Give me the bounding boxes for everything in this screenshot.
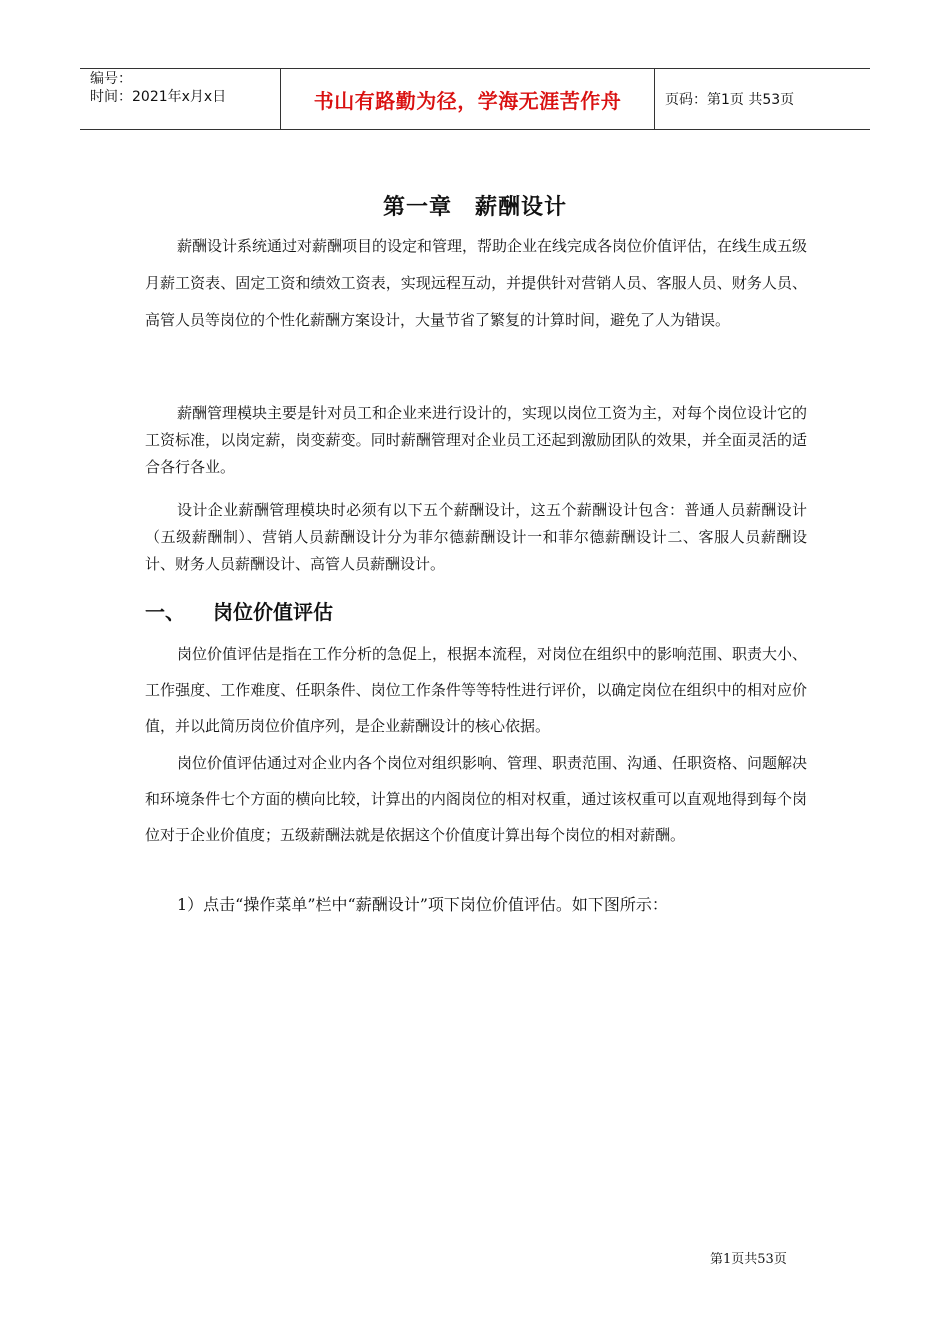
section-heading: [145, 596, 333, 625]
intro-paragraph-1: 薪酬设计系统通过对薪酬项目的设定和管理，帮助企业在线完成各岗位价值评估，在线生成五级月薪工资表、固定工资和绩效工资表，实现远程互动，并提供针对营销人员、客服人员、财务人员、高管人员等岗位的个性化薪酬方案设计，大量节省了繁复的计算时间，避免了人为错误。: [145, 237, 808, 329]
intro-paragraph-3: 设计企业薪酬管理模块时必须有以下五个薪酬设计，这五个薪酬设计包含：普通人员薪酬设计（五级薪酬制）、营销人员薪酬设计分为菲尔德薪酬设计一和菲尔德薪酬设计二、客服人员薪酬设计、财务人员薪酬设计、高管人员薪酬设计。: [145, 501, 807, 573]
header-motto: 书山有路勤为径，学海无涯苦作舟: [313, 88, 622, 113]
section-paragraph-2: 岗位价值评估通过对企业内各个岗位对组织影响、管理、职责范围、沟通、任职资格、问题解决和环境条件七个方面的横向比较，计算出的内阁岗位的相对权重，通过该权重可以直观地得到每个岗位对于企业价值度；五级薪酬法就是依据这个价值度计算出每个岗位的相对薪酬。: [145, 754, 808, 844]
step-instruction: 1）点击“操作菜单”栏中“薪酬设计”项下岗位价值评估。如下图所示：: [177, 895, 668, 914]
header-motto-cell: [281, 69, 655, 129]
document-number-label: 编号：: [90, 71, 132, 87]
header-page-cell: [655, 69, 870, 129]
page-footer: 第1页共53页: [710, 1252, 787, 1267]
header-page-info: 页码：第1页 共53页: [665, 92, 795, 108]
section-paragraph-1: 岗位价值评估是指在工作分析的急促上，根据本流程，对岗位在组织中的影响范围、职责大小、工作强度、工作难度、任职条件、岗位工作条件等等特性进行评价，以确定岗位在组织中的相对应价值，并以此简历岗位价值序列，是企业薪酬设计的核心依据。: [145, 645, 808, 735]
intro-paragraph-2: 薪酬管理模块主要是针对员工和企业来进行设计的，实现以岗位工资为主，对每个岗位设计它的工资标准，以岗定薪，岗变薪变。同时薪酬管理对企业员工还起到激励团队的效果，并全面灵活的适合各行各业。: [145, 404, 808, 476]
section-number: 一、: [145, 600, 185, 624]
chapter-title: 第一章 薪酬设计: [382, 195, 567, 220]
header-meta-cell: [80, 69, 281, 129]
document-date: 时间：2021年x月x日: [90, 89, 227, 105]
page-header: [80, 68, 870, 130]
section-title: 岗位价值评估: [213, 600, 333, 624]
